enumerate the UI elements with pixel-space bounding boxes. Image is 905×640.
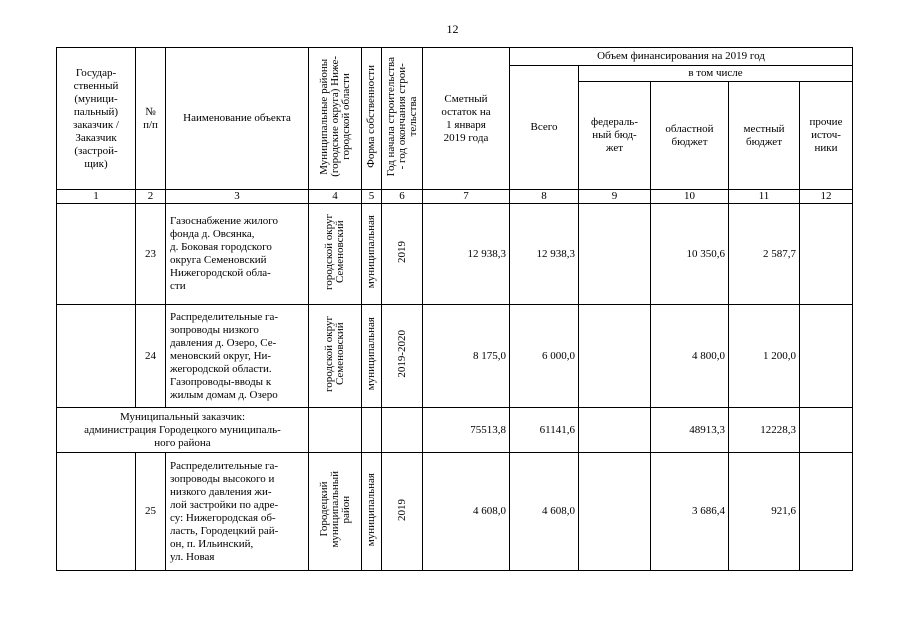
subtotal-ownership — [362, 408, 382, 453]
row-number: 24 — [136, 305, 166, 408]
years-text: 2019 — [395, 498, 408, 521]
row-number: 23 — [136, 204, 166, 305]
regional-value: 4 800,0 — [651, 305, 729, 408]
district-cell — [309, 453, 362, 571]
local-value: 921,6 — [729, 453, 800, 571]
object-name: Распределительные га- зопроводы низкого давления д. Озеро, Се- меновский округ, Ни- жегородской области. Газопроводы-вводы к жилым домам д. Озеро — [166, 305, 309, 408]
district-text: городской округ Семеновский — [323, 213, 346, 291]
object-name: Распределительные га- зопроводы высокого и низкого давления жи- лой застройки по адре- су: Нижегородская об- ласть, Городецкий рай- он, п. Ильинский, ул. Новая — [166, 453, 309, 571]
ownership-text: муниципальная — [365, 215, 377, 289]
subtotal-regional: 48913,3 — [651, 408, 729, 453]
district-text: Городецкий муниципальный район — [317, 471, 352, 548]
header-districts-text: Муниципальные районы (городские округа) Ниже- городской области — [317, 56, 352, 177]
col-num-5: 5 — [362, 190, 382, 204]
col-num-11: 11 — [729, 190, 800, 204]
subtotal-estimate: 75513,8 — [423, 408, 510, 453]
row-number: 25 — [136, 453, 166, 571]
subtotal-other — [800, 408, 853, 453]
district-text: городской округ Семеновский — [323, 315, 346, 393]
local-value: 1 200,0 — [729, 305, 800, 408]
other-value — [800, 453, 853, 571]
object-name: Газоснабжение жилого фонда д. Овсянка, д. Боковая городского округа Семеновский Нижегородской обла- сти — [166, 204, 309, 305]
total-value: 6 000,0 — [510, 305, 579, 408]
header-districts — [309, 48, 362, 190]
header-ownership-text: Форма собственности — [365, 65, 377, 168]
estimate-value: 12 938,3 — [423, 204, 510, 305]
col-num-9: 9 — [579, 190, 651, 204]
header-years — [382, 48, 423, 190]
subtotal-total: 61141,6 — [510, 408, 579, 453]
ownership-cell — [362, 204, 382, 305]
district-cell — [309, 204, 362, 305]
total-value: 4 608,0 — [510, 453, 579, 571]
col-num-1: 1 — [57, 190, 136, 204]
federal-value — [579, 204, 651, 305]
years-text: 2019-2020 — [395, 330, 408, 378]
estimate-value: 4 608,0 — [423, 453, 510, 571]
column-numbers-row — [57, 190, 853, 204]
customer-cell — [57, 204, 136, 305]
customer-cell — [57, 453, 136, 571]
subtotal-federal — [579, 408, 651, 453]
table-row — [57, 453, 853, 571]
subtotal-row — [57, 408, 853, 453]
years-cell — [382, 204, 423, 305]
header-estimate: Сметный остаток на 1 января 2019 года — [423, 48, 510, 190]
header-federal: федераль- ный бюд- жет — [579, 82, 651, 190]
header-customer: Государ- ственный (муници- пальный) заказчик / Заказчик (застрой- щик) — [57, 48, 136, 190]
header-years-text: Год начала строительства - год окончания строи- тельства — [384, 56, 419, 177]
header-object-name: Наименование объекта — [166, 48, 309, 190]
ownership-text: муниципальная — [365, 317, 377, 391]
col-num-8: 8 — [510, 190, 579, 204]
ownership-cell — [362, 305, 382, 408]
regional-value: 3 686,4 — [651, 453, 729, 571]
header-other: прочие источ- ники — [800, 82, 853, 190]
header-including: в том числе — [579, 66, 853, 82]
header-local: местный бюджет — [729, 82, 800, 190]
subtotal-local: 12228,3 — [729, 408, 800, 453]
federal-value — [579, 305, 651, 408]
federal-value — [579, 453, 651, 571]
financing-table — [56, 47, 853, 571]
col-num-4: 4 — [309, 190, 362, 204]
col-num-2: 2 — [136, 190, 166, 204]
table-row — [57, 305, 853, 408]
ownership-text: муниципальная — [365, 472, 377, 547]
customer-cell — [57, 305, 136, 408]
col-num-6: 6 — [382, 190, 423, 204]
header-row-1 — [57, 48, 853, 66]
page-number: 12 — [446, 22, 459, 36]
col-num-7: 7 — [423, 190, 510, 204]
subtotal-label: Муниципальный заказчик: администрация Городецкого муниципаль- ного района — [57, 408, 309, 453]
col-num-3: 3 — [166, 190, 309, 204]
years-text: 2019 — [395, 241, 408, 263]
years-cell — [382, 453, 423, 571]
regional-value: 10 350,6 — [651, 204, 729, 305]
header-number: № п/п — [136, 48, 166, 190]
header-regional: областной бюджет — [651, 82, 729, 190]
subtotal-years — [382, 408, 423, 453]
ownership-cell — [362, 453, 382, 571]
header-total: Всего — [510, 66, 579, 190]
estimate-value: 8 175,0 — [423, 305, 510, 408]
other-value — [800, 204, 853, 305]
total-value: 12 938,3 — [510, 204, 579, 305]
header-ownership — [362, 48, 382, 190]
local-value: 2 587,7 — [729, 204, 800, 305]
years-cell — [382, 305, 423, 408]
col-num-10: 10 — [651, 190, 729, 204]
col-num-12: 12 — [800, 190, 853, 204]
table-row — [57, 204, 853, 305]
district-cell — [309, 305, 362, 408]
other-value — [800, 305, 853, 408]
header-financing: Объем финансирования на 2019 год — [510, 48, 853, 66]
subtotal-district — [309, 408, 362, 453]
